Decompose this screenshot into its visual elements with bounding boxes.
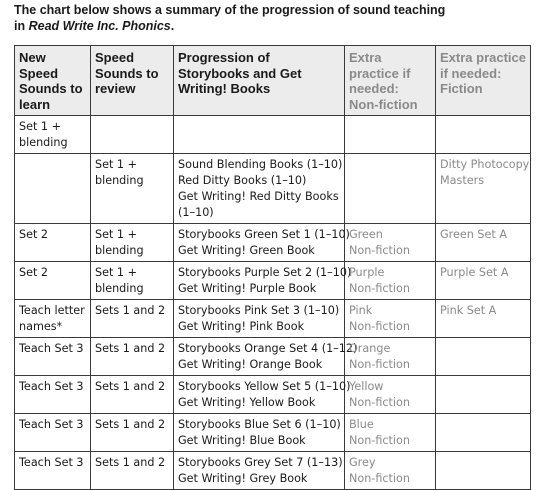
cell-review-sounds-line: blending — [95, 174, 144, 187]
cell-new-sounds-line: blending — [19, 136, 68, 149]
table-row — [15, 338, 531, 376]
cell-books-line: Get Writing! Grey Book — [178, 472, 308, 485]
cell-review-sounds — [91, 376, 174, 414]
cell-books — [174, 452, 345, 490]
cell-new-sounds-line: Teach Set 3 — [19, 380, 84, 393]
cell-extra-nonfiction — [345, 154, 436, 224]
cell-review-sounds — [91, 300, 174, 338]
cell-books-line: Get Writing! Purple Book — [178, 282, 317, 295]
cell-books-line: Get Writing! Pink Book — [178, 320, 305, 333]
table-body — [15, 116, 531, 490]
table-row — [15, 154, 531, 224]
cell-extra-nonfiction-line: Orange — [349, 342, 391, 355]
cell-extra-nonfiction-line: Yellow — [349, 380, 384, 393]
header-new-speed-sounds: New Speed Sounds to learn — [15, 46, 91, 116]
header-speed-sounds-review: Speed Sounds to review — [91, 46, 174, 116]
cell-extra-fiction-line: Masters — [440, 174, 485, 187]
cell-extra-fiction — [436, 224, 531, 262]
cell-books — [174, 376, 351, 414]
cell-books-line: Storybooks Blue Set 6 (1–10) — [178, 418, 341, 431]
cell-extra-nonfiction-line: Non-fiction — [349, 434, 410, 447]
cell-books — [174, 262, 352, 300]
cell-new-sounds-line: Teach Set 3 — [19, 342, 84, 355]
cell-extra-fiction-line: Pink Set A — [440, 304, 497, 317]
cell-new-sounds-line: Set 2 — [19, 228, 49, 241]
cell-review-sounds — [91, 452, 174, 490]
cell-new-sounds-line: Teach Set 3 — [19, 456, 84, 469]
cell-review-sounds-line: Set 1 + — [95, 266, 137, 279]
cell-books-line: Sound Blending Books (1–10) — [178, 158, 343, 171]
cell-extra-nonfiction — [345, 452, 436, 490]
table-row — [15, 300, 531, 338]
cell-extra-nonfiction — [345, 262, 436, 300]
intro-line-2 — [14, 18, 534, 34]
cell-new-sounds-line: names* — [19, 320, 63, 333]
cell-extra-fiction — [436, 414, 531, 452]
cell-new-sounds — [15, 154, 91, 224]
cell-new-sounds — [15, 338, 91, 376]
cell-extra-fiction — [436, 300, 531, 338]
cell-new-sounds-line: Teach letter — [19, 304, 85, 317]
cell-books-line: Storybooks Pink Set 3 (1–10) — [178, 304, 340, 317]
cell-extra-fiction — [436, 154, 531, 224]
cell-new-sounds — [15, 300, 91, 338]
cell-extra-nonfiction-line: Green — [349, 228, 383, 241]
cell-extra-nonfiction — [345, 376, 436, 414]
cell-review-sounds — [91, 414, 174, 452]
cell-review-sounds-line: Sets 1 and 2 — [95, 342, 166, 355]
cell-books — [174, 224, 350, 262]
cell-new-sounds-line: Set 2 — [19, 266, 49, 279]
intro-line-1: The chart below shows a summary of the progression of sound teaching — [14, 3, 446, 17]
cell-review-sounds-line: Set 1 + — [95, 158, 137, 171]
cell-books-line: Get Writing! Orange Book — [178, 358, 323, 371]
cell-extra-nonfiction-line: Non-fiction — [349, 282, 410, 295]
cell-books-line: Get Writing! Blue Book — [178, 434, 306, 447]
cell-new-sounds — [15, 224, 91, 262]
cell-books-line: Get Writing! Green Book — [178, 244, 315, 257]
cell-review-sounds — [91, 224, 174, 262]
cell-extra-nonfiction — [345, 338, 436, 376]
cell-extra-nonfiction-line: Non-fiction — [349, 244, 410, 257]
cell-extra-nonfiction-line: Non-fiction — [349, 358, 410, 371]
cell-extra-nonfiction-line: Non-fiction — [349, 320, 410, 333]
header-extra-nonfiction: Extra practice if needed: Non-fiction — [345, 46, 436, 116]
intro-line-2-suffix: . — [170, 19, 175, 33]
cell-books-line: Storybooks Green Set 1 (1–10) — [178, 228, 350, 241]
cell-books-line: Get Writing! Red Ditty Books — [178, 190, 339, 203]
table-row — [15, 376, 531, 414]
cell-books — [174, 414, 345, 452]
cell-extra-nonfiction — [345, 300, 436, 338]
cell-extra-nonfiction-line: Blue — [349, 418, 374, 431]
table-row — [15, 452, 531, 490]
cell-new-sounds — [15, 262, 91, 300]
header-progression: Progression of Storybooks and Get Writing! Books — [174, 46, 345, 116]
cell-books-line: Red Ditty Books (1–10) — [178, 174, 307, 187]
cell-review-sounds — [91, 338, 174, 376]
cell-books — [174, 116, 345, 154]
table-row — [15, 224, 531, 262]
cell-books-line: Storybooks Orange Set 4 (1–12) — [178, 342, 358, 355]
table-header-row — [15, 46, 531, 116]
cell-extra-nonfiction-line: Purple — [349, 266, 385, 279]
table-row — [15, 414, 531, 452]
cell-new-sounds-line: Set 1 + — [19, 120, 61, 133]
cell-review-sounds-line: Set 1 + — [95, 228, 137, 241]
cell-review-sounds — [91, 262, 174, 300]
intro-line-2-prefix: in — [14, 19, 29, 33]
cell-extra-nonfiction — [345, 414, 436, 452]
cell-new-sounds — [15, 376, 91, 414]
table-row — [15, 262, 531, 300]
cell-new-sounds-line: Teach Set 3 — [19, 418, 84, 431]
progression-table — [14, 45, 531, 490]
table-row — [15, 116, 531, 154]
cell-books-line: Storybooks Purple Set 2 (1–10) — [178, 266, 352, 279]
cell-review-sounds-line: Sets 1 and 2 — [95, 380, 166, 393]
cell-extra-fiction — [436, 338, 531, 376]
cell-new-sounds — [15, 116, 91, 154]
cell-books-line: Get Writing! Yellow Book — [178, 396, 316, 409]
cell-review-sounds — [91, 154, 174, 224]
cell-review-sounds — [91, 116, 174, 154]
cell-extra-fiction — [436, 116, 531, 154]
cell-extra-nonfiction-line: Grey — [349, 456, 376, 469]
cell-extra-fiction-line: Green Set A — [440, 228, 508, 241]
cell-extra-nonfiction-line: Non-fiction — [349, 472, 410, 485]
cell-extra-nonfiction-line: Pink — [349, 304, 373, 317]
cell-extra-nonfiction-line: Non-fiction — [349, 396, 410, 409]
cell-extra-fiction — [436, 452, 531, 490]
cell-books-line: (1–10) — [178, 206, 214, 219]
cell-new-sounds — [15, 414, 91, 452]
cell-review-sounds-line: blending — [95, 282, 144, 295]
cell-review-sounds-line: Sets 1 and 2 — [95, 418, 166, 431]
cell-review-sounds-line: blending — [95, 244, 144, 257]
cell-books-line: Storybooks Grey Set 7 (1–13) — [178, 456, 343, 469]
cell-review-sounds-line: Sets 1 and 2 — [95, 304, 166, 317]
cell-new-sounds — [15, 452, 91, 490]
cell-review-sounds-line: Sets 1 and 2 — [95, 456, 166, 469]
cell-extra-nonfiction — [345, 116, 436, 154]
cell-books — [174, 300, 345, 338]
cell-extra-fiction — [436, 262, 531, 300]
header-extra-fiction: Extra practice if needed: Fiction — [436, 46, 531, 116]
cell-extra-fiction — [436, 376, 531, 414]
cell-books — [174, 338, 358, 376]
cell-books-line: Storybooks Yellow Set 5 (1–10) — [178, 380, 351, 393]
cell-books — [174, 154, 345, 224]
cell-extra-nonfiction — [345, 224, 436, 262]
intro-text — [14, 2, 534, 34]
cell-extra-fiction-line: Ditty Photocopy — [440, 158, 530, 171]
cell-extra-fiction-line: Purple Set A — [440, 266, 509, 279]
intro-series-title: Read Write Inc. Phonics — [28, 19, 171, 33]
